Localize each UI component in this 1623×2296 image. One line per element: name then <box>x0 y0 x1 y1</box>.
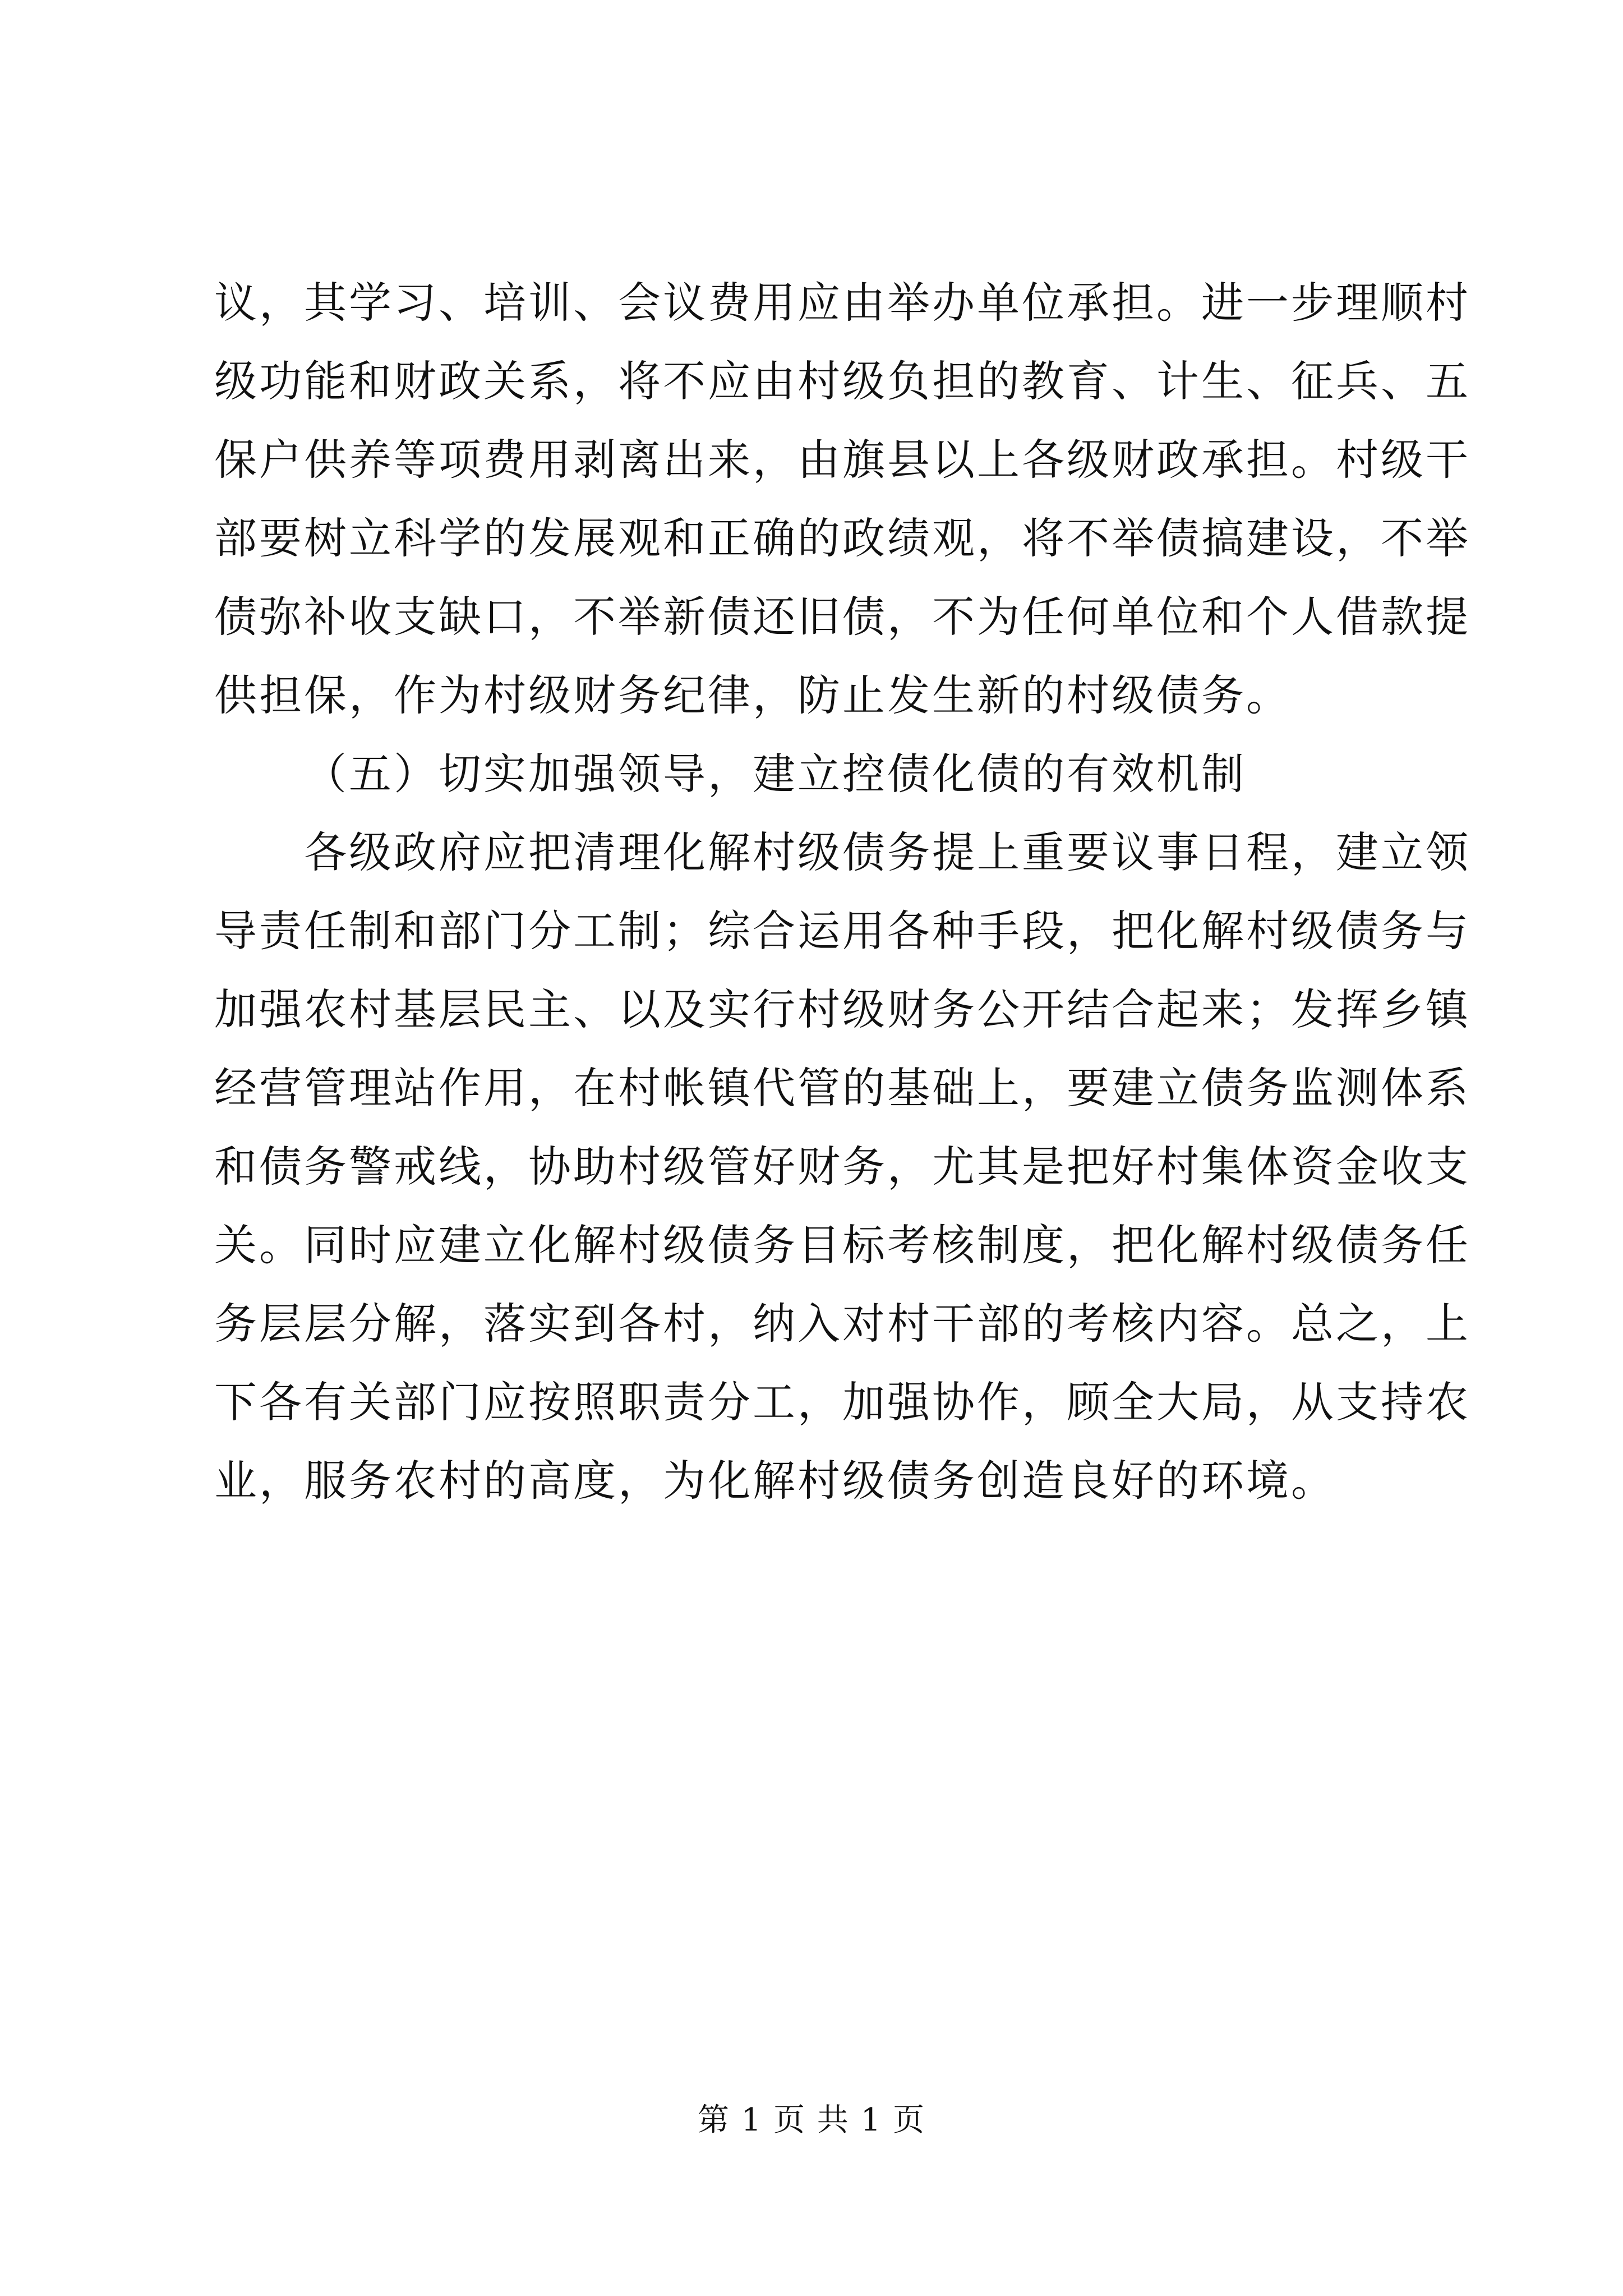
paragraph-line: 供担保，作为村级财务纪律，防止发生新的村级债务。 <box>214 670 1291 720</box>
paragraph-line: 级功能和财政关系，将不应由村级负担的教育、计生、征兵、五 <box>214 356 1470 406</box>
paragraph-line: 经营管理站作用，在村帐镇代管的基础上，要建立债务监测体系 <box>214 1063 1470 1113</box>
paragraph-line: 下各有关部门应按照职责分工，加强协作，顾全大局，从支持农 <box>214 1377 1470 1427</box>
page-footer-label: 第 1 页 共 1 页 <box>697 2102 926 2138</box>
paragraph-line: 议，其学习、培训、会议费用应由举办单位承担。进一步理顺村 <box>214 278 1470 328</box>
paragraph-line: 务层层分解，落实到各村，纳入对村干部的考核内容。总之，上 <box>214 1299 1470 1349</box>
paragraph-line: 部要树立科学的发展观和正确的政绩观，将不举债搞建设，不举 <box>214 513 1470 563</box>
paragraph-line: 业，服务农村的高度，为化解村级债务创造良好的环境。 <box>214 1456 1336 1506</box>
paragraph-line: 加强农村基层民主、以及实行村级财务公开结合起来；发挥乡镇 <box>214 984 1470 1034</box>
paragraph-line: 导责任制和部门分工制；综合运用各种手段，把化解村级债务与 <box>214 906 1470 956</box>
paragraph-line: 关。同时应建立化解村级债务目标考核制度，把化解村级债务任 <box>214 1220 1470 1270</box>
paragraph-line: 债弥补收支缺口，不举新债还旧债，不为任何单位和个人借款提 <box>214 592 1470 642</box>
paragraph-line: 各级政府应把清理化解村级债务提上重要议事日程，建立领 <box>304 827 1470 877</box>
paragraph-line: 保户供养等项费用剥离出来，由旗县以上各级财政承担。村级干 <box>214 435 1470 485</box>
section-heading: （五）切实加强领导，建立控债化债的有效机制 <box>304 749 1246 799</box>
paragraph-line: 和债务警戒线，协助村级管好财务，尤其是把好村集体资金收支 <box>214 1142 1470 1191</box>
